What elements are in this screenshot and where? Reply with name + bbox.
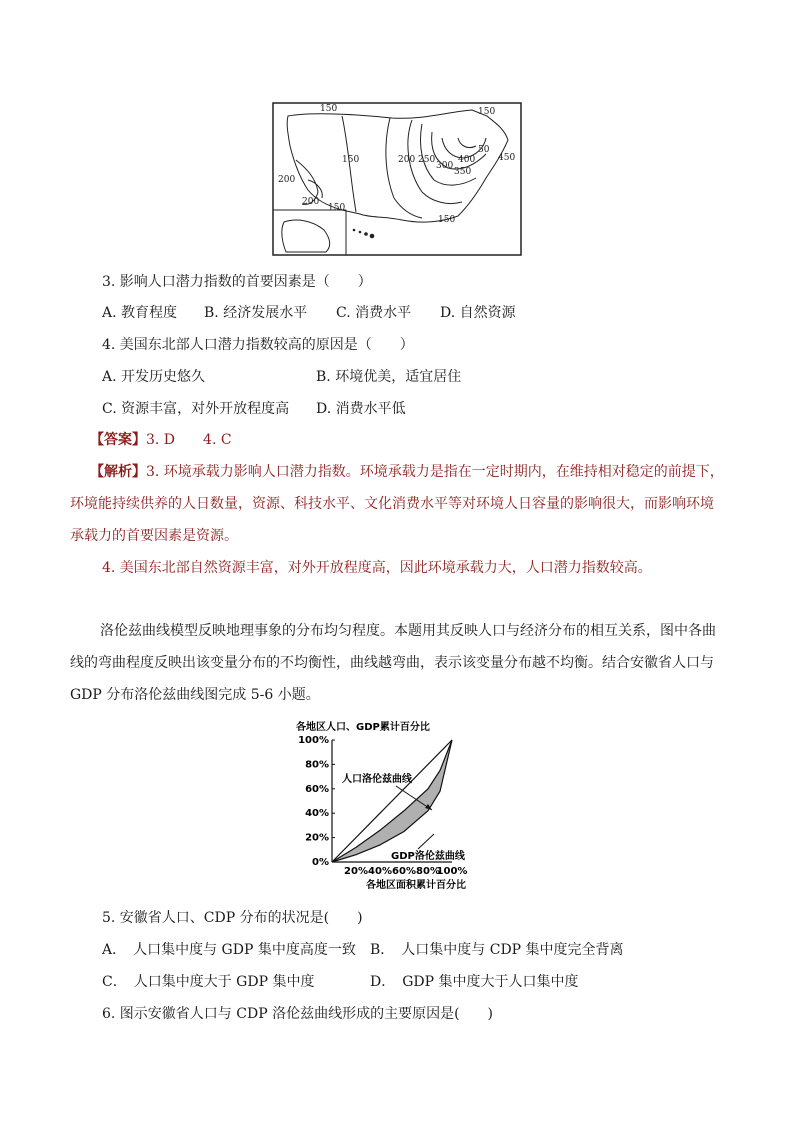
y-tick-label: 100%: [298, 735, 329, 746]
contour-label: 300: [436, 161, 454, 171]
analysis-tag: 【解析】: [90, 464, 146, 480]
question-3-stem: 3. 影响人口潜力指数的首要因素是（ ）: [102, 274, 372, 290]
gdp-label-pointer: [418, 834, 434, 849]
us-population-potential-map: [272, 102, 522, 256]
contour-label: 350: [454, 167, 472, 177]
y-tick-label: 0%: [312, 857, 329, 868]
question-5-option-c: C． 人口集中度大于 GDP 集中度: [102, 974, 315, 990]
y-tick-label: 20%: [305, 832, 329, 844]
contour-label: 250: [418, 155, 436, 165]
x-tick-label: 100%: [436, 866, 468, 877]
contour-label: 200: [398, 155, 416, 165]
question-3-option-d: D. 自然资源: [440, 305, 516, 321]
contour-label: 150: [328, 203, 346, 213]
contour-label: 200: [302, 197, 320, 207]
chart-xlabel: 各地区面积累计百分比: [366, 880, 466, 891]
analysis-line-2: 环境能持续供养的人日数量，资源、科技水平、文化消费水平等对环境人日容量的影响很大，而影响环境: [70, 496, 714, 512]
contour-label: 450: [498, 153, 516, 163]
intro-line-1: 洛伦兹曲线模型反映地理事象的分布均匀程度。本题用其反映人口与经济分布的相互关系，图中各曲: [100, 623, 716, 639]
population-curve-label: 人口洛伦兹曲线: [342, 774, 412, 785]
analysis-text: 3. 环境承载力影响人口潜力指数。环境承载力是指在一定时期内，在维持相对稳定的前提下，: [146, 464, 724, 480]
answer-text: 3. D 4. C: [146, 432, 232, 448]
answer-tag: 【答案】: [90, 432, 146, 448]
contour-label: 200: [278, 175, 296, 185]
question-5-option-b: B． 人口集中度与 CDP 集中度完全背离: [370, 942, 624, 958]
question-4-option-b: B. 环境优美，适宜居住: [316, 369, 462, 385]
x-tick-label: 40%: [368, 866, 392, 877]
question-3-option-a: A. 教育程度: [102, 305, 178, 321]
question-5-option-a: A． 人口集中度与 GDP 集中度高度一致: [102, 942, 356, 958]
question-4-option-a: A. 开发历史悠久: [102, 369, 206, 385]
question-5-option-d: D． GDP 集中度大于人口集中度: [370, 974, 579, 990]
question-4-option-d: D. 消费水平低: [316, 401, 406, 417]
question-4-stem: 4. 美国东北部人口潜力指数较高的原因是（ ）: [102, 337, 414, 353]
contour-label: 150: [320, 104, 338, 114]
question-3-option-b: B. 经济发展水平: [204, 305, 308, 321]
y-tick-label: 40%: [305, 808, 329, 820]
lorenz-curve-chart: [296, 716, 506, 894]
intro-line-3: GDP 分布洛伦兹曲线图完成 5-6 小题。: [70, 687, 320, 703]
x-tick-label: 20%: [344, 866, 368, 877]
y-tick-label: 80%: [305, 759, 329, 771]
question-3-option-c: C. 消费水平: [336, 305, 412, 321]
contour-label: 150: [438, 215, 456, 225]
y-tick-label: 60%: [305, 783, 329, 795]
analysis-line-1: [90, 462, 724, 482]
chart-title: 各地区人口、GDP累计百分比: [296, 722, 430, 733]
gdp-curve-label: GDP洛伦兹曲线: [391, 851, 465, 862]
question-6-stem: 6. 图示安徽省人口与 CDP 洛伦兹曲线形成的主要原因是( ): [102, 1006, 493, 1022]
x-tick-label: 80%: [416, 866, 440, 877]
question-4-option-c: C. 资源丰富，对外开放程度高: [102, 401, 290, 417]
x-tick-label: 60%: [392, 866, 416, 877]
analysis-line-3: 承载力的首要因素是资源。: [70, 528, 238, 544]
contour-label: 400: [458, 155, 476, 165]
contour-label: 150: [478, 107, 496, 117]
question-5-stem: 5. 安徽省人口、CDP 分布的状况是( ): [102, 910, 363, 926]
analysis-line-4: 4. 美国东北部自然资源丰富，对外开放程度高，因此环境承载力大，人口潜力指数较高。: [102, 560, 652, 576]
contour-label: 150: [342, 155, 360, 165]
answer-block: [90, 430, 232, 450]
intro-line-2: 线的弯曲程度反映出该变量分布的不均衡性，曲线越弯曲，表示该变量分布越不均衡。结合安徽省人口与: [70, 655, 714, 671]
contour-label: 50: [478, 145, 490, 155]
